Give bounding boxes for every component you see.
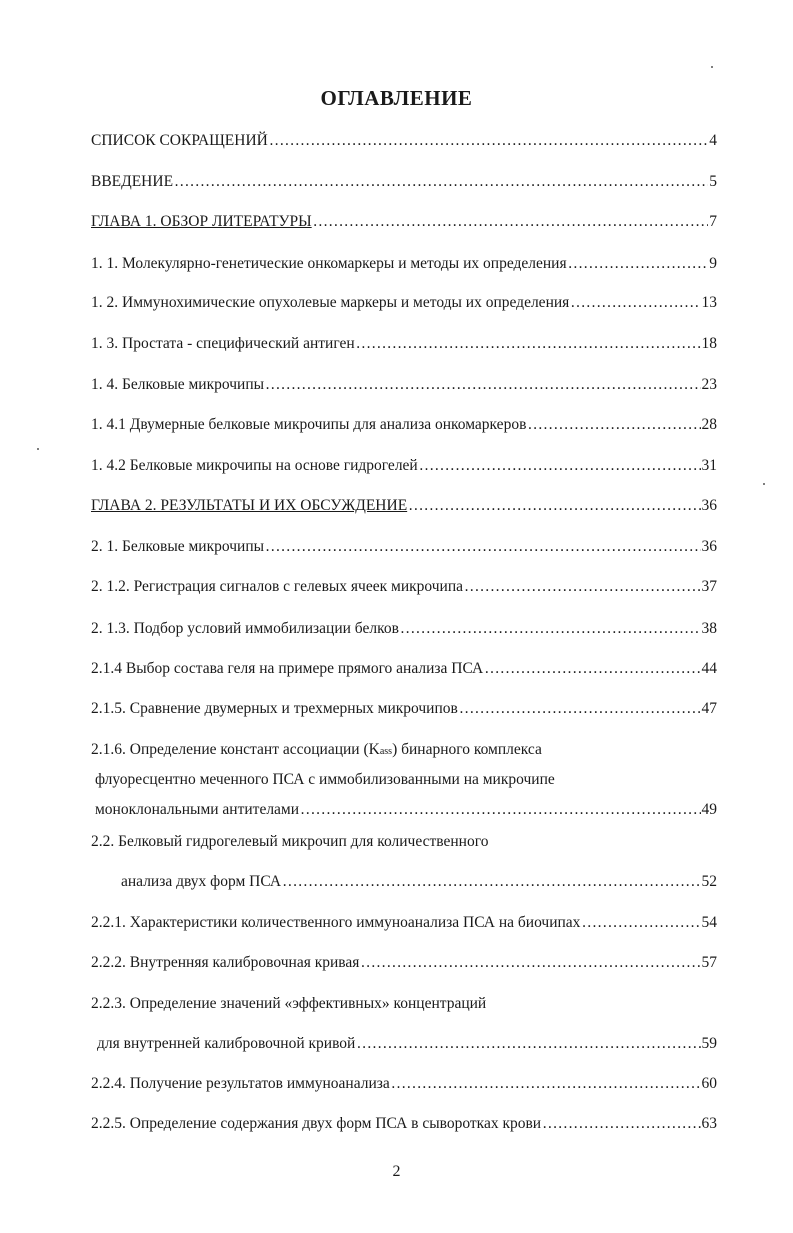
toc-entry [91,659,717,679]
toc-entry-page: 54 [701,914,717,931]
toc-entry-title: 2.1.5. Сравнение двумерных и трехмерных микрочипов [91,700,458,717]
toc-entry-page: 5 [709,173,717,190]
toc-entry [91,131,717,151]
toc-entry-page: 13 [701,294,717,311]
toc-entry [91,456,717,476]
toc-entry [91,254,717,274]
toc-entry-title: СПИСОК СОКРАЩЕНИЙ [91,132,268,149]
toc-entry-title: 2. 1. Белковые микрочипы [91,538,265,555]
toc-entry [91,537,717,557]
toc-entry-page: 63 [701,1115,717,1132]
toc-chapter [91,212,717,232]
toc-entry-page: 59 [701,1035,717,1052]
toc-entry-page: 9 [709,255,717,272]
page-number: 2 [392,1163,401,1180]
toc-entry [91,1114,717,1134]
toc-entry-line: 2.2.3. Определение значений «эффективных» концентраций [91,995,487,1012]
scan-speck [37,448,39,450]
toc-entry-title: 1. 3. Простата - специфический антиген [91,335,355,352]
toc-entry-page: 49 [701,801,717,818]
toc-entry-title: 1. 2. Иммунохимические опухолевые маркеры и методы их определения [91,294,570,311]
toc-entry-title: ВВЕДЕНИЕ [91,173,174,190]
toc-entry-title: для внутренней калибровочной кривой [97,1035,356,1052]
toc-entry [121,872,717,892]
toc-entry [91,913,717,933]
toc-entry-line: флуоресцентно меченного ПСА с иммобилизованными на микрочипе [95,771,555,788]
toc-entry-page: 18 [701,335,717,352]
toc-entry-line: 2.1.6. Определение констант ассоциации (Kass) бинарного комплекса [91,741,542,758]
toc-entry-title: моноклональными антителами [95,801,300,818]
toc-entry-title: 2. 1.3. Подбор условий иммобилизации белков [91,620,399,637]
toc-entry-page: 52 [701,873,717,890]
toc-entry [91,375,717,395]
toc-entry-title: анализа двух форм ПСА [121,873,282,890]
toc-entry-page: 7 [709,213,717,230]
toc-entry-page: 38 [701,620,717,637]
toc-entry [91,334,717,354]
toc-entry-title: 2.2.2. Внутренняя калибровочная кривая [91,954,360,971]
toc-entry-title: 1. 4.1 Двумерные белковые микрочипы для анализа онкомаркеров [91,416,527,433]
scan-speck [763,483,765,485]
toc-entry [91,172,717,192]
toc-entry [91,293,717,313]
toc-entry-title: 1. 1. Молекулярно-генетические онкомаркеры и методы их определения [91,255,567,272]
page-title: ОГЛАВЛЕНИЕ [320,86,473,110]
toc-entry-page: 36 [701,497,717,514]
toc-entry-title: 2.2.5. Определение содержания двух форм ПСА в сыворотках крови [91,1115,542,1132]
toc-entry-page: 37 [701,578,717,595]
toc-entry [91,699,717,719]
toc-entry [95,800,717,820]
toc-entry-title: 2.2.4. Получение результатов иммуноанализа [91,1075,390,1092]
toc-entry [97,1034,717,1054]
toc-entry [91,577,717,597]
toc-entry-page: 57 [701,954,717,971]
toc-entry-title: ГЛАВА 1. ОБЗОР ЛИТЕРАТУРЫ [91,213,312,230]
toc-entry-page: 23 [701,376,717,393]
toc-entry-page: 28 [701,416,717,433]
toc-entry-title: ГЛАВА 2. РЕЗУЛЬТАТЫ И ИХ ОБСУЖДЕНИЕ [91,497,408,514]
toc-entry [91,619,717,639]
toc-entry-title: 2.2.1. Характеристики количественного иммуноанализа ПСА на биочипах [91,914,581,931]
toc-entry-page: 31 [701,457,717,474]
toc-entry [91,415,717,435]
toc-entry [91,953,717,973]
toc-entry-page: 44 [701,660,717,677]
toc-entry-title: 1. 4. Белковые микрочипы [91,376,265,393]
toc-entry-page: 4 [709,132,717,149]
toc-entry-page: 60 [701,1075,717,1092]
toc-entry-page: 36 [701,538,717,555]
toc-entry-line: 2.2. Белковый гидрогелевый микрочип для количественного [91,833,489,850]
toc-entry-page: 47 [701,700,717,717]
toc-entry-title: 1. 4.2 Белковые микрочипы на основе гидрогелей [91,457,418,474]
toc-entry-title: 2.1.4 Выбор состава геля на примере прямого анализа ПСА [91,660,484,677]
toc-entry-title: 2. 1.2. Регистрация сигналов с гелевых ячеек микрочипа [91,578,464,595]
scan-speck [711,66,713,68]
toc-chapter [91,496,717,516]
toc-entry [91,1074,717,1094]
